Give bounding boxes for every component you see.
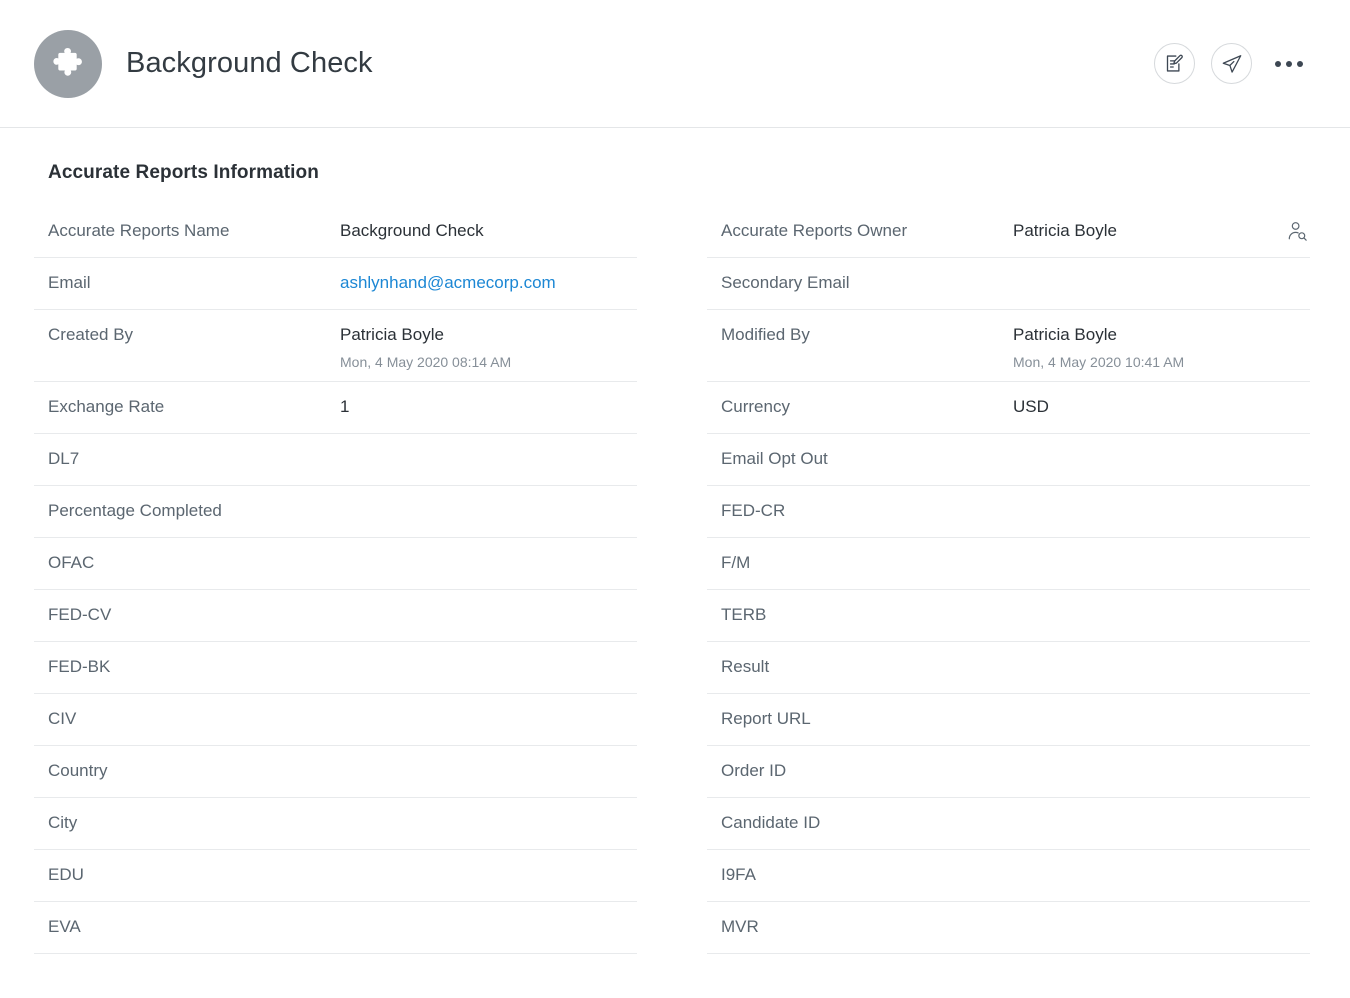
section-title: Accurate Reports Information (48, 162, 319, 183)
field-row-fed-cv[interactable] (34, 590, 637, 642)
field-label-i9fa: I9FA (721, 865, 756, 884)
field-label-dl7: DL7 (48, 449, 80, 468)
field-label-fed-bk: FED-BK (48, 657, 111, 676)
field-row-email[interactable] (34, 258, 637, 310)
field-label-edu: EDU (48, 865, 84, 884)
field-row-terb[interactable] (707, 590, 1310, 642)
field-label-currency: Currency (721, 397, 790, 416)
puzzle-piece-icon (34, 30, 102, 98)
field-label-accurate-reports-owner: Accurate Reports Owner (721, 221, 908, 240)
field-label-candidate-id: Candidate ID (721, 813, 821, 832)
field-row-candidate-id[interactable] (707, 798, 1310, 850)
field-row-exchange-rate[interactable] (34, 382, 637, 434)
field-label-country: Country (48, 761, 108, 780)
field-row-i9fa[interactable] (707, 850, 1310, 902)
field-label-created-by: Created By (48, 325, 134, 344)
field-label-report-url: Report URL (721, 709, 811, 728)
right-field-column (707, 206, 1310, 954)
field-row-created-by[interactable] (34, 310, 637, 382)
field-label-fed-cv: FED-CV (48, 605, 112, 624)
field-subvalue-modified-by: Mon, 4 May 2020 10:41 AM (1013, 354, 1185, 370)
field-label-city: City (48, 813, 78, 832)
page-title: Background Check (126, 47, 373, 79)
field-row-dl7[interactable] (34, 434, 637, 486)
field-row-report-url[interactable] (707, 694, 1310, 746)
field-value-text: USD (1013, 397, 1049, 416)
field-label-terb: TERB (721, 605, 767, 624)
field-value-text: Patricia Boyle (340, 325, 444, 344)
field-label-result: Result (721, 657, 770, 676)
field-row-secondary-email[interactable] (707, 258, 1310, 310)
field-value-text: Background Check (340, 221, 484, 240)
field-label-f-m: F/M (721, 553, 751, 572)
field-subvalue-created-by: Mon, 4 May 2020 08:14 AM (340, 354, 512, 370)
field-row-result[interactable] (707, 642, 1310, 694)
field-row-f-m[interactable] (707, 538, 1310, 590)
field-value-text: 1 (340, 397, 350, 416)
field-value-text: Patricia Boyle (1013, 325, 1117, 344)
left-field-column (34, 206, 637, 954)
field-value-accurate-reports-owner (1013, 220, 1310, 242)
user-lookup-icon[interactable] (1286, 220, 1308, 242)
field-label-order-id: Order ID (721, 761, 787, 780)
field-label-exchange-rate: Exchange Rate (48, 397, 165, 416)
field-row-percentage-completed[interactable] (34, 486, 637, 538)
field-row-fed-bk[interactable] (34, 642, 637, 694)
field-value-exchange-rate (340, 396, 637, 418)
field-row-city[interactable] (34, 798, 637, 850)
field-row-fed-cr[interactable] (707, 486, 1310, 538)
field-label-eva: EVA (48, 917, 81, 936)
field-value-currency (1013, 396, 1310, 418)
field-row-ofac[interactable] (34, 538, 637, 590)
field-label-percentage-completed: Percentage Completed (48, 501, 222, 520)
field-row-country[interactable] (34, 746, 637, 798)
field-row-modified-by[interactable] (707, 310, 1310, 382)
record-header (0, 0, 1350, 128)
field-label-mvr: MVR (721, 917, 759, 936)
field-row-accurate-reports-name[interactable] (34, 206, 637, 258)
edit-note-icon[interactable] (1154, 43, 1195, 84)
field-label-accurate-reports-name: Accurate Reports Name (48, 221, 230, 240)
field-row-edu[interactable] (34, 850, 637, 902)
more-horizontal-icon[interactable] (1268, 46, 1310, 82)
field-label-civ: CIV (48, 709, 77, 728)
field-value-modified-by (1013, 324, 1310, 371)
field-label-email: Email (48, 273, 91, 292)
fields-grid (34, 206, 1310, 954)
field-value-created-by (340, 324, 637, 371)
field-row-order-id[interactable] (707, 746, 1310, 798)
send-paper-plane-icon[interactable] (1211, 43, 1252, 84)
field-label-email-opt-out: Email Opt Out (721, 449, 828, 468)
field-row-civ[interactable] (34, 694, 637, 746)
field-value-email[interactable] (340, 272, 637, 294)
field-label-secondary-email: Secondary Email (721, 273, 850, 292)
field-label-fed-cr: FED-CR (721, 501, 786, 520)
field-row-currency[interactable] (707, 382, 1310, 434)
field-value-text: ashlynhand@acmecorp.com (340, 273, 556, 292)
header-actions (1154, 43, 1310, 84)
field-value-accurate-reports-name (340, 220, 637, 242)
field-row-accurate-reports-owner[interactable] (707, 206, 1310, 258)
field-row-eva[interactable] (34, 902, 637, 954)
field-value-text: Patricia Boyle (1013, 221, 1117, 240)
field-row-email-opt-out[interactable] (707, 434, 1310, 486)
accurate-reports-information-section (0, 128, 1350, 954)
field-label-ofac: OFAC (48, 553, 95, 572)
field-label-modified-by: Modified By (721, 325, 810, 344)
field-row-mvr[interactable] (707, 902, 1310, 954)
